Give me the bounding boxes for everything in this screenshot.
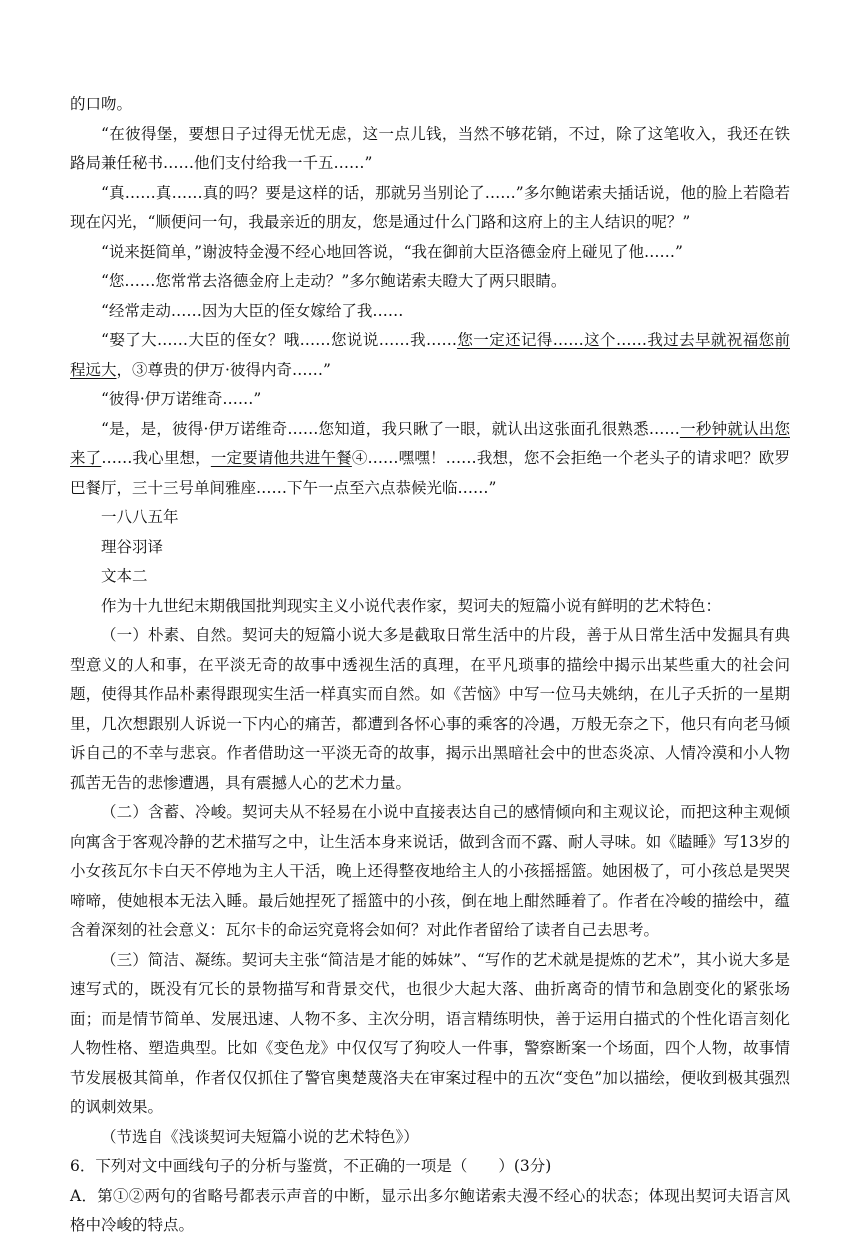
text-segment: ……我心里想， xyxy=(101,449,211,467)
dialogue-paragraph-1: “在彼得堡，要想日子过得无忧无虑，这一点儿钱，当然不够花销，不过，除了这笔收入，我还在铁路局兼任秘书……他们支付给我一千五……” xyxy=(70,124,790,172)
dialogue-paragraph-2: “真……真……真的吗？要是这样的话，那就另当别论了……”多尔鲍诺索夫插话说，他的脸上若隐若现在闪光，“顺便问一句，我最亲近的朋友，您是通过什么门路和这府上的主人结识的呢？” xyxy=(70,183,790,231)
text-segment: ，③尊贵的伊万·彼得内奇……” xyxy=(116,360,331,379)
essay-point-1: （一）朴素、自然。契诃夫的短篇小说大多是截取日常生活中的片段，善于从日常生活中发掘具有典型意义的人和事，在平淡无奇的故事中透视生活的真理，在平凡琐事的描绘中揭示出某些重大的社会问题，使得其作品朴素得跟现实生活一样真实而自然。如《苦恼》中写一位马夫姚纳，在儿子夭折的一星期里，几次想跟别人诉说一下内心的痛苦，都遭到各怀心事的乘客的冷遇，万般无奈之下，他只有向老马倾诉自己的不幸与悲哀。作者借助这一平淡无奇的故事，揭示出黑暗社会中的世态炎凉、人情冷漠和小人物孤苦无告的悲惨遭遇，具有震撼人心的艺术力量。 xyxy=(70,626,790,792)
dialogue-paragraph-4: “您……您常常去洛德金府上走动？”多尔鲍诺索夫瞪大了两只眼睛。 xyxy=(101,272,567,290)
paragraph-continuation: 的口吻。 xyxy=(70,95,133,113)
text-segment: “是，是，彼得·伊万诺维奇……您知道，我只瞅了一眼，就认出这张面孔很熟悉…… xyxy=(101,419,680,438)
dialogue-paragraph-5: “经常走动……因为大臣的侄女嫁给了我…… xyxy=(101,301,404,320)
dialogue-paragraph-8 xyxy=(70,415,790,504)
dialogue-paragraph-3: “说来挺简单，”谢波特金漫不经心地回答说，“我在御前大臣洛德金府上碰见了他……” xyxy=(101,242,683,261)
essay-intro: 作为十九世纪末期俄国批判现实主义小说代表作家，契诃夫的短篇小说有鲜明的艺术特色： xyxy=(101,596,722,615)
essay-point-2: （二）含蓄、冷峻。契诃夫从不轻易在小说中直接表达自己的感情倾向和主观议论，而把这种主观倾向寓含于客观冷静的艺术描写之中，让生活本身来说话，做到含而不露、耐人寻味。如《瞌睡》写13岁的小女孩瓦尔卡白天不停地为主人干活，晚上还得整夜地给主人的小孩摇摇篮。她困极了，可小孩总是哭哭啼啼，使她根本无法入睡。最后她捏死了摇篮中的小孩，倒在地上酣然睡着了。作者在冷峻的描绘中，蕴含着深刻的社会意义：瓦尔卡的命运究竟将会如何？对此作者留给了读者自己去思考。 xyxy=(70,803,790,939)
essay-point-3: （三）简洁、凝练。契诃夫主张“简洁是才能的姊妹”、“写作的艺术就是提炼的艺术”，其小说大多是速写式的，既没有冗长的景物描写和背景交代，也很少大起大落、曲折离奇的情节和急剧变化的紧张场面；而是情节简单、发展迅速、人物不多、主次分明，语言精练明快，善于运用白描式的个性化语言刻化人物性格、塑造典型。比如《变色龙》中仅仅写了狗咬人一件事，警察断案一个场面，四个人物，故事情节发展极其简单，作者仅仅抓住了警官奥楚蔑洛夫在审案过程中的五次“变色”加以描绘，便收到极其强烈的讽刺效果。 xyxy=(70,950,790,1116)
dialogue-paragraph-7: “彼得·伊万诺维奇……” xyxy=(101,390,262,408)
dialogue-paragraph-6 xyxy=(70,326,790,385)
section-heading-text-2: 文本二 xyxy=(101,567,148,585)
underlined-sentence-a: 一秒钟就认出您来了 xyxy=(70,419,790,467)
story-year: 一八八五年 xyxy=(101,508,179,526)
text-segment: “娶了大……大臣的侄女？哦……您说说……我…… xyxy=(101,331,458,349)
option-a: A．第①②两句的省略号都表示声音的中断，显示出多尔鲍诺索夫漫不经心的状态；体现出契诃夫语言风格中冷峻的特点。 xyxy=(70,1186,790,1234)
underlined-sentence-3: 您一定还记得……这个……我过去早就祝福您前程远大 xyxy=(70,331,790,379)
text-segment: ④……嘿嘿！……我想，您不会拒绝一个老头子的请求吧？欧罗巴餐厅，三十三号单间雅座……下午一点至六点恭候光临……” xyxy=(70,449,790,497)
source-citation: （节选自《浅谈契诃夫短篇小说的艺术特色》） xyxy=(101,1127,419,1146)
document-page xyxy=(70,90,790,1241)
translator-credit: 理谷羽译 xyxy=(101,537,164,556)
underlined-sentence-4: 一定要请他共进午餐 xyxy=(210,449,352,467)
question-6: 6．下列对文中画线句子的分析与鉴赏，不正确的一项是（ ）(3分) xyxy=(70,1157,552,1175)
